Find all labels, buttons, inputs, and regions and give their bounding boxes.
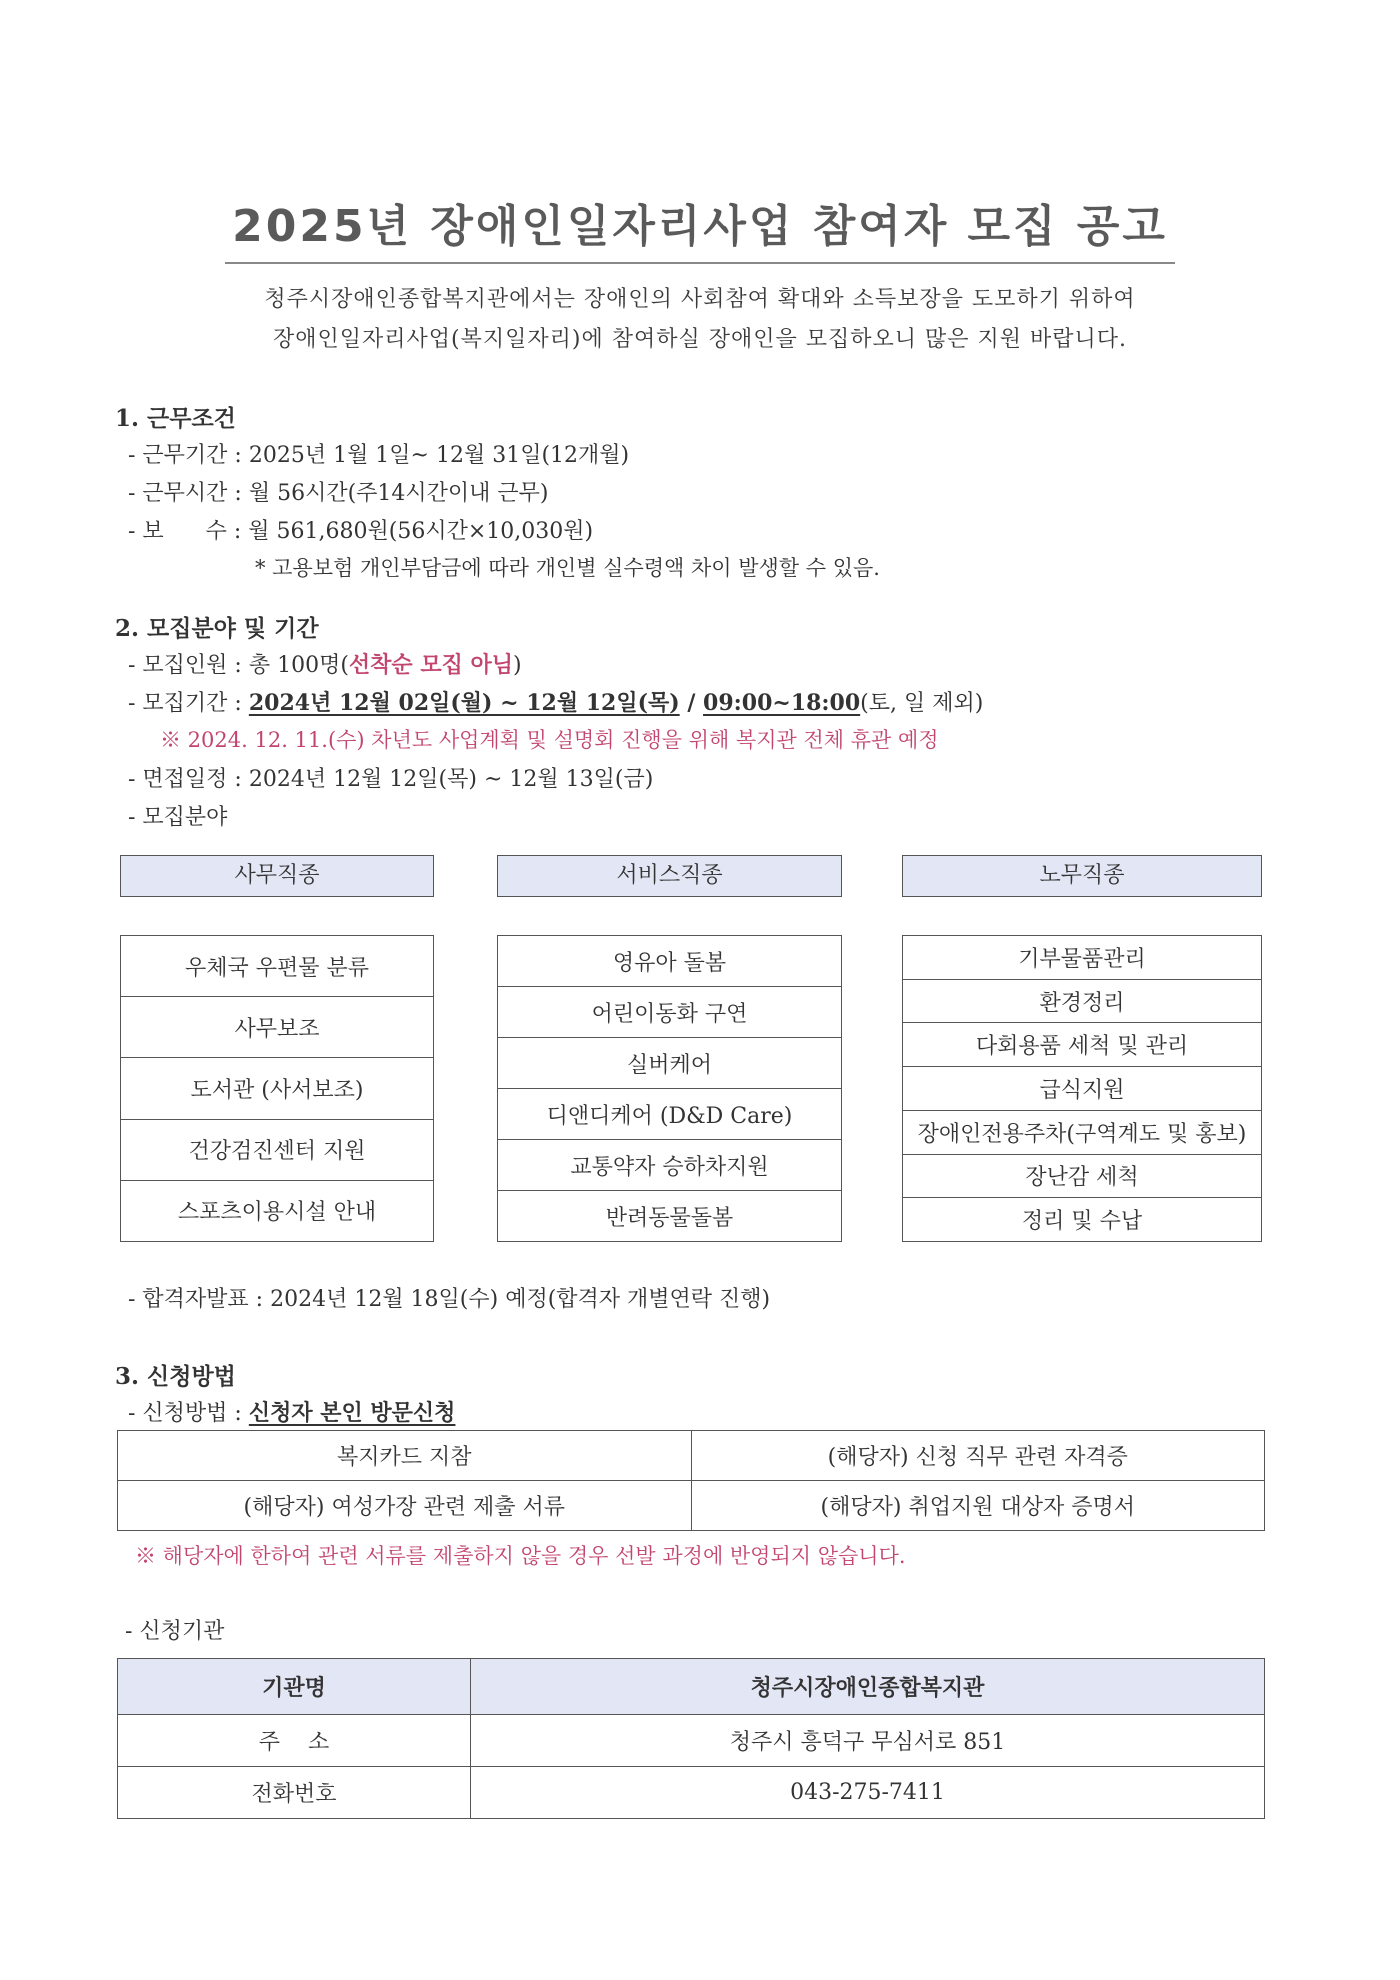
job-item: 교통약자 승하차지원 (498, 1140, 841, 1191)
title-underline (225, 262, 1175, 264)
recruit-count-prefix: - 모집인원 : 총 100명( (128, 653, 349, 678)
job-list-office (120, 935, 434, 1242)
recruit-period-suffix: (토, 일 제외) (860, 691, 984, 716)
table-row (118, 1481, 1265, 1531)
document-cell: (해당자) 여성가장 관련 제출 서류 (118, 1481, 692, 1531)
section-3-heading: 3. 신청방법 (115, 1363, 236, 1390)
intro-line-2: 장애인일자리사업(복지일자리)에 참여하실 장애인을 모집하오니 많은 지원 바랍니다. (273, 327, 1127, 352)
work-hours: - 근무시간 : 월 56시간(주14시간이내 근무) (128, 481, 549, 506)
work-pay: - 보 수 : 월 561,680원(56시간×10,030원) (128, 519, 594, 544)
job-item: 영유아 돌봄 (498, 936, 841, 987)
job-item: 장난감 세척 (903, 1155, 1261, 1199)
recruit-period (128, 686, 983, 717)
organization-table (117, 1658, 1265, 1819)
org-address-value: 청주시 흥덕구 무심서로 851 (471, 1715, 1265, 1767)
category-header-office: 사무직종 (120, 855, 434, 897)
job-item: 반려동물돌봄 (605, 1205, 734, 1231)
job-item: 도서관 (사서보조) (121, 1058, 433, 1119)
table-row (118, 1767, 1265, 1819)
work-period: - 근무기간 : 2025년 1월 1일~ 12월 31일(12개월) (128, 443, 630, 468)
recruit-count-suffix: ) (513, 653, 522, 678)
table-row (118, 1659, 1265, 1715)
section-1-heading: 1. 근무조건 (115, 405, 236, 432)
page-title: 2025년 장애인일자리사업 참여자 모집 공고 (232, 201, 1168, 252)
job-item: 실버케어 (498, 1038, 841, 1089)
required-documents-table (117, 1430, 1265, 1531)
org-address-label: 주 소 (118, 1715, 471, 1767)
recruit-period-date: 2024년 12월 02일(월) ~ 12월 12일(목) (248, 690, 680, 716)
document-cell: 복지카드 지참 (118, 1431, 692, 1481)
table-row (118, 1715, 1265, 1767)
apply-method-prefix: - 신청방법 : (128, 1401, 249, 1426)
interview-schedule: - 면접일정 : 2024년 12월 12일(목) ~ 12월 13일(금) (128, 767, 654, 792)
org-phone-label: 전화번호 (118, 1767, 471, 1819)
job-item: 우체국 우편물 분류 (121, 936, 433, 997)
job-item: 디앤디케어 (D&D Care) (498, 1089, 841, 1140)
job-item: 정리 및 수납 (1021, 1209, 1143, 1235)
recruit-count (128, 648, 522, 679)
result-announcement: - 합격자발표 : 2024년 12월 18일(수) 예정(합격자 개별연락 진행) (128, 1287, 771, 1312)
org-name-value: 청주시장애인종합복지관 (471, 1659, 1265, 1715)
category-header-labor: 노무직종 (902, 855, 1262, 897)
intro-line-1: 청주시장애인종합복지관에서는 장애인의 사회참여 확대와 소득보장을 도모하기 위하여 (264, 287, 1136, 312)
job-item: 급식지원 (903, 1067, 1261, 1111)
job-item: 장애인전용주차(구역계도 및 홍보) (903, 1111, 1261, 1155)
job-item: 기부물품관리 (903, 936, 1261, 980)
recruit-period-prefix: - 모집기간 : (128, 691, 249, 716)
document-cell: (해당자) 신청 직무 관련 자격증 (691, 1431, 1265, 1481)
document-cell: (해당자) 취업지원 대상자 증명서 (691, 1481, 1265, 1531)
section-2-heading: 2. 모집분야 및 기간 (115, 615, 319, 642)
job-list-labor (902, 935, 1262, 1242)
job-item: 다회용품 세척 및 관리 (903, 1023, 1261, 1067)
org-phone-value: 043-275-7411 (471, 1767, 1265, 1819)
job-item: 어린이동화 구연 (498, 987, 841, 1038)
pay-note: * 고용보험 개인부담금에 따라 개인별 실수령액 차이 발생할 수 있음. (255, 556, 880, 580)
fields-label: - 모집분야 (128, 805, 228, 830)
document-note: ※ 해당자에 한하여 관련 서류를 제출하지 않을 경우 선발 과정에 반영되지 않습니다. (135, 1544, 906, 1568)
job-item: 환경정리 (903, 980, 1261, 1024)
category-header-service: 서비스직종 (497, 855, 842, 897)
job-item: 스포츠이용시설 안내 (177, 1200, 377, 1226)
org-name-label: 기관명 (118, 1659, 471, 1715)
job-item: 사무보조 (121, 997, 433, 1058)
recruit-period-sep: / (679, 690, 704, 716)
job-list-service (497, 935, 842, 1242)
closure-note: ※ 2024. 12. 11.(수) 차년도 사업계획 및 설명회 진행을 위해 복지관 전체 휴관 예정 (160, 728, 939, 752)
table-row (118, 1431, 1265, 1481)
apply-method (128, 1396, 455, 1427)
recruit-count-highlight: 선착순 모집 아님 (348, 652, 513, 678)
apply-method-value: 신청자 본인 방문신청 (248, 1400, 456, 1426)
recruit-period-time: 09:00~18:00 (703, 690, 861, 716)
job-item: 건강검진센터 지원 (121, 1120, 433, 1181)
org-label: - 신청기관 (125, 1619, 225, 1644)
